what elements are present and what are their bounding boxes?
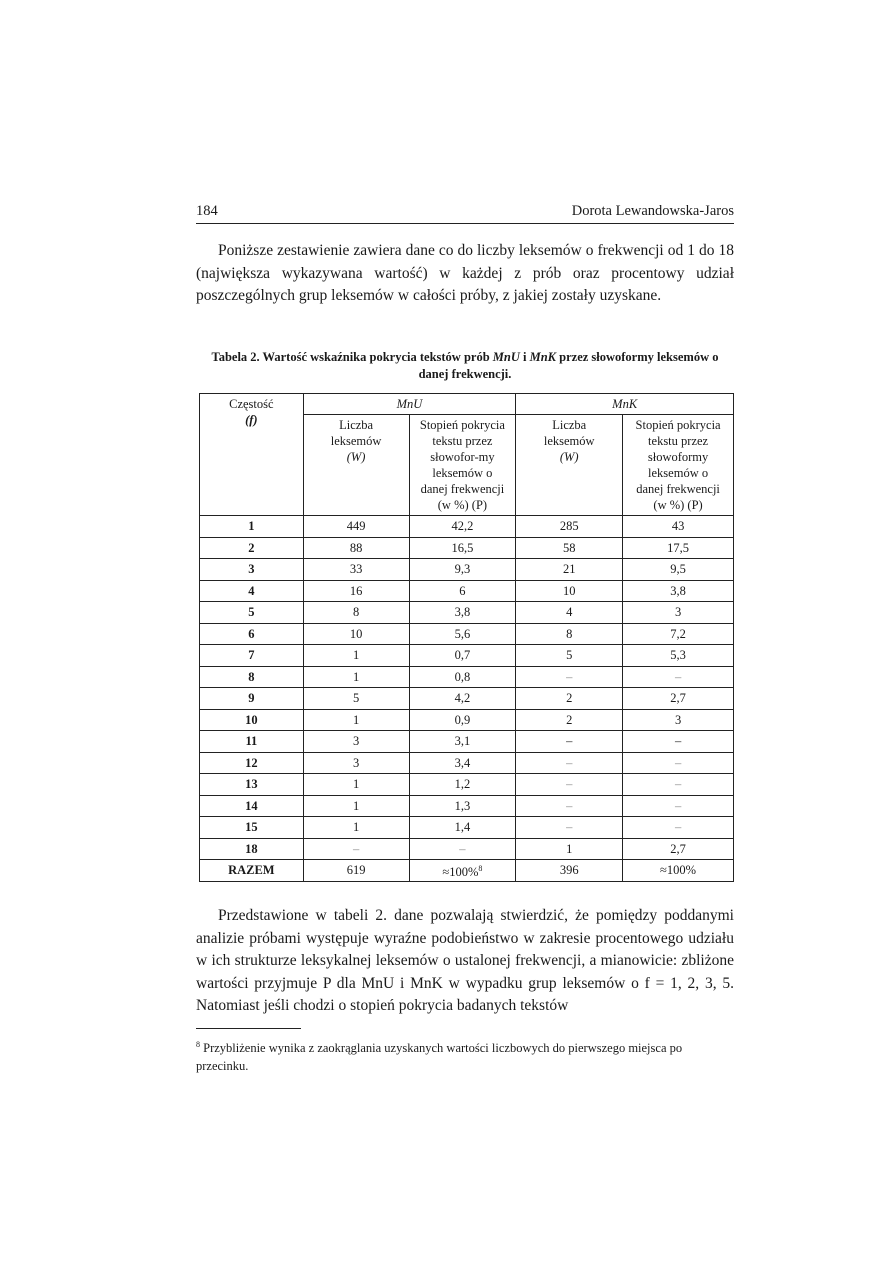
table-row: 7 1 0,7 5 5,3 (200, 645, 734, 667)
table-row: 8 1 0,8 – – (200, 666, 734, 688)
header-count-mnk: Liczba leksemów (W) (516, 415, 623, 516)
table-row: 4 16 6 10 3,8 (200, 580, 734, 602)
table-row: 2 88 16,5 58 17,5 (200, 537, 734, 559)
header-count-mnu: Liczba leksemów (W) (303, 415, 409, 516)
frequency-label: Częstość (229, 397, 274, 411)
table-row: 11 3 3,1 – – (200, 731, 734, 753)
frequency-table (199, 393, 734, 882)
table-row: 15 1 1,4 – – (200, 817, 734, 839)
running-author: Dorota Lewandowska-Jaros (571, 203, 734, 219)
table-row: 10 1 0,9 2 3 (200, 709, 734, 731)
table-total-row: RAZEM 619 ≈100%$^8$ 396 ≈100% (200, 860, 734, 882)
table-row: 18 – – 1 2,7 (200, 838, 734, 860)
header-group-mnu: MnU (303, 394, 516, 415)
footnote: $^8$ Przybliżenie wynika z zaokrąglania uzyskanych wartości liczbowych do pierwszego miejsca po przecinku. (196, 1040, 683, 1074)
table-row: 9 5 4,2 2 2,7 (200, 688, 734, 710)
running-header (196, 203, 734, 224)
table-row: 5 8 3,8 4 3 (200, 602, 734, 624)
analysis-paragraph: Przedstawione w tabeli 2. dane pozwalają stwierdzić, że pomiędzy poddanymi analizie próbami występuje wyraźne podobieństwo w zakresie procentowego udziału w ich strukturze leksykalnej leksemów o ustalonej frekwencji, a mianowicie: zbliżone wartości przyjmuje P dla MnU i MnK w wypadku grup leksemów o f = 1, 2, 3, 5. Natomiast jeśli chodzi o stopień pokrycia badanych tekstów (196, 907, 734, 1014)
intro-paragraph: Poniższe zestawienie zawiera dane co do liczby leksemów o frekwencji od 1 do 18 (największa wykazywana wartość) w każdej z prób oraz procentowy udział poszczególnych grup leksemów w całości próby, z jakiej zostały uzyskane. (196, 242, 734, 304)
table-row: 14 1 1,3 – – (200, 795, 734, 817)
table-row: 12 3 3,4 – – (200, 752, 734, 774)
header-coverage-mnk: Stopień pokrycia tekstu przez słowoformy leksemów o danej frekwencji (w %) (P) (623, 415, 734, 516)
frequency-symbol: (f) (245, 413, 258, 427)
header-coverage-mnu: Stopień pokrycia tekstu przez słowofor-my leksemów o danej frekwencji (w %) (P) (409, 415, 516, 516)
footnote-rule (196, 1028, 301, 1029)
table-row: 6 10 5,6 8 7,2 (200, 623, 734, 645)
header-frequency (200, 394, 304, 516)
table-row: 3 33 9,3 21 9,5 (200, 559, 734, 581)
page-number: 184 (196, 203, 218, 219)
table-row: 13 1 1,2 – – (200, 774, 734, 796)
table-caption: Tabela 2. Wartość wskaźnika pokrycia tekstów prób MnU i MnK przez słowoformy leksemów o danej frekwencji. (211, 350, 719, 381)
table-row: 1 449 42,2 285 43 (200, 516, 734, 538)
header-group-mnk: MnK (516, 394, 734, 415)
